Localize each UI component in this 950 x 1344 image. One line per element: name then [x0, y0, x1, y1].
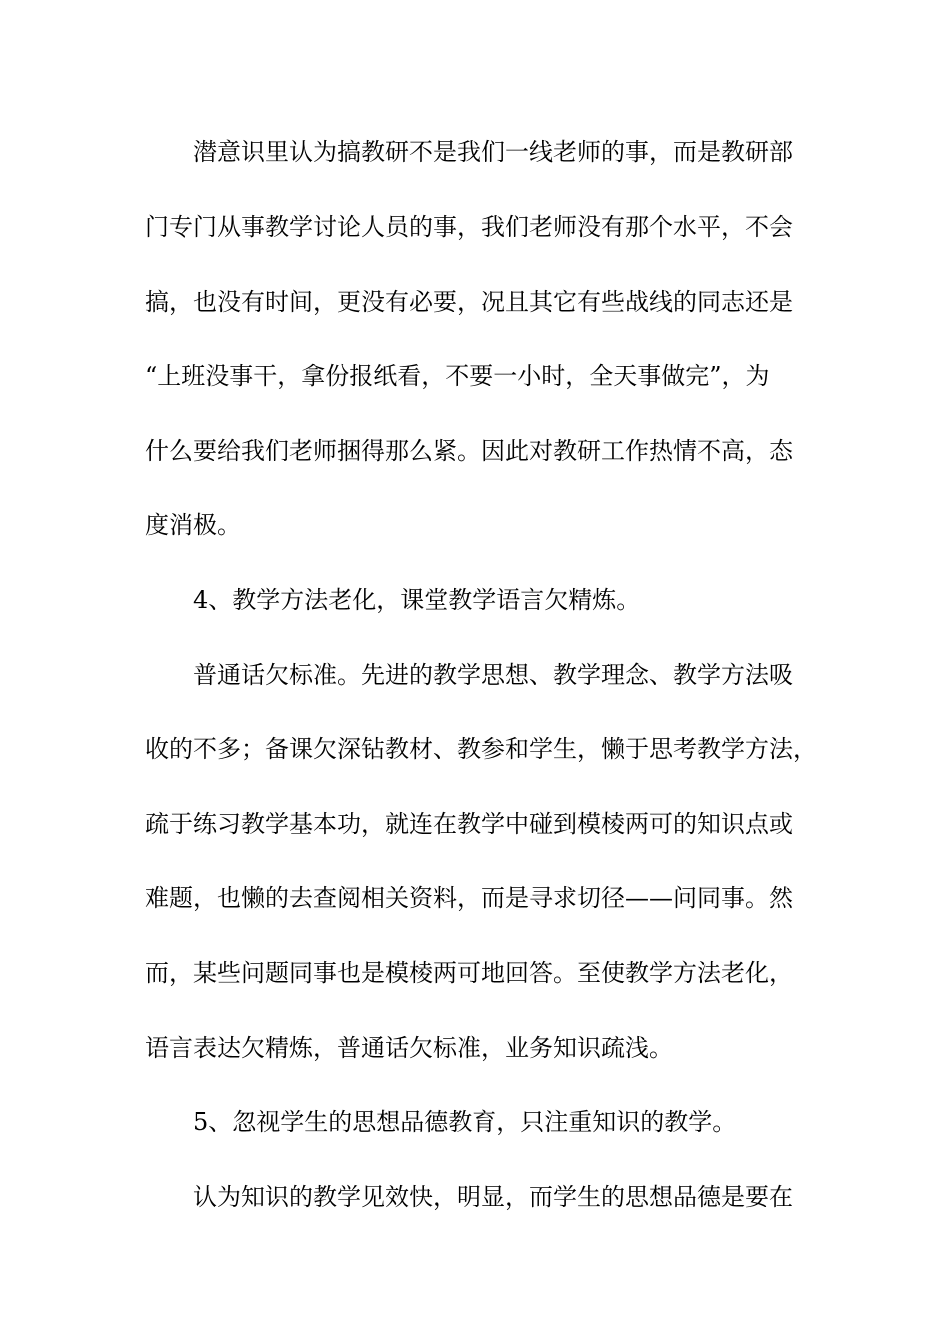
- paragraph-line: 普通话欠标准。先进的教学思想、教学理念、教学方法吸: [193, 661, 793, 689]
- paragraph-line: 搞，也没有时间，更没有必要，况且其它有些战线的同志还是: [145, 288, 793, 316]
- paragraph-line: 疏于练习教学基本功，就连在教学中碰到模棱两可的知识点或: [145, 810, 793, 838]
- paragraph-line: 度消极。: [145, 511, 241, 539]
- paragraph-line: 潜意识里认为搞教研不是我们一线老师的事，而是教研部: [193, 138, 793, 166]
- section-heading: 5、忽视学生的思想品德教育，只注重知识的教学。: [193, 1108, 737, 1136]
- section-heading: 4、教学方法老化，课堂教学语言欠精炼。: [193, 586, 641, 614]
- paragraph-line: 语言表达欠精炼，普通话欠标准，业务知识疏浅。: [145, 1034, 673, 1062]
- paragraph-line: “上班没事干，拿份报纸看，不要一小时，全天事做完”，为: [145, 362, 770, 390]
- paragraph-line: 门专门从事教学讨论人员的事，我们老师没有那个水平，不会: [145, 213, 793, 241]
- paragraph-line: 收的不多；备课欠深钻教材、教参和学生，懒于思考教学方法，: [145, 735, 817, 763]
- paragraph-line: 难题，也懒的去查阅相关资料，而是寻求切径——问同事。然: [145, 884, 793, 912]
- paragraph-line: 什么要给我们老师捆得那么紧。因此对教研工作热情不高，态: [145, 437, 793, 465]
- paragraph-line: 而，某些问题同事也是模棱两可地回答。至使教学方法老化，: [145, 959, 793, 987]
- paragraph-line: 认为知识的教学见效快，明显，而学生的思想品德是要在: [193, 1183, 793, 1211]
